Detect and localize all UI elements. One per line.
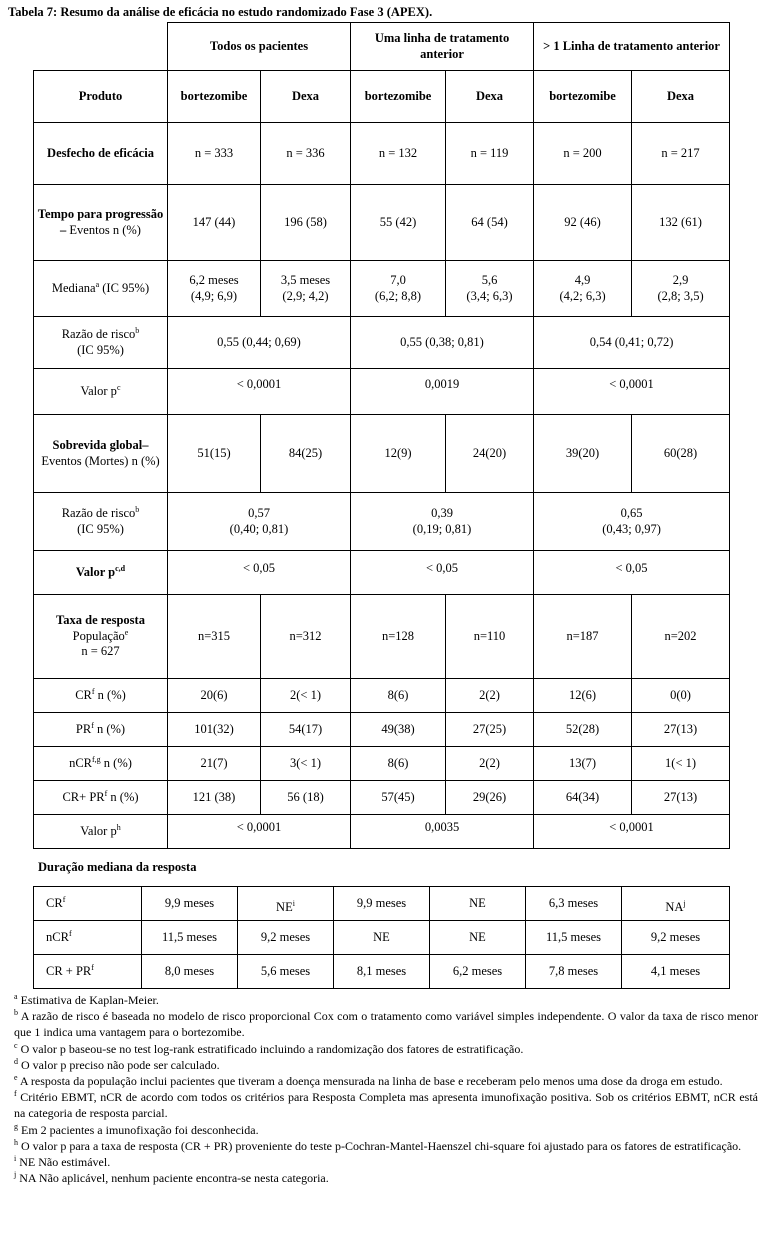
table-cell: 20(6) [168,679,261,713]
table-row [34,551,730,595]
row-label: Valor $p^c$ [34,369,168,415]
row-label: Valor $p^{c,d}$ [34,551,168,595]
table-cell: 101(32) [168,713,261,747]
table-cell: 7,0 (6,2; 8,8) [351,261,446,317]
section-title: Duração mediana da resposta [38,860,197,874]
table-cell: 8(6) [351,747,446,781]
table-cell: 0,57 (0,40; 0,81) [168,493,351,551]
group-header-row [34,23,730,71]
product-header: Dexa [632,71,730,123]
row-label: Taxa de resposta População$^e$ n = 627 [34,595,168,679]
table-cell: < 0,05 [534,551,730,595]
table-row [34,679,730,713]
product-header: Dexa [446,71,534,123]
table-row [34,887,730,921]
table-row [34,493,730,551]
table-row [34,185,730,261]
table-cell: < 0,0001 [534,815,730,849]
table-row [34,317,730,369]
table-cell: n = 333 [168,123,261,185]
table-cell: 64 (54) [446,185,534,261]
table-cell: 39(20) [534,415,632,493]
table-cell: 8,0 meses [142,955,238,989]
table-cell: 27(13) [632,713,730,747]
table-cell: 27(13) [632,781,730,815]
row-label: $PR^f$ n (%) [34,713,168,747]
table-row [34,815,730,849]
row-label: Razão de risco$^b$ (IC 95%) [34,317,168,369]
table-cell: 147 (44) [168,185,261,261]
table-cell: 9,2 meses [238,921,334,955]
footnote: $^e$ A resposta da população inclui pacientes que tiveram a doença mensurada na linha de base e receberam pelo menos uma dose da droga em estudo. [14,1072,723,1088]
table-cell: 1(< 1) [632,747,730,781]
table-row [34,955,730,989]
table-cell: 27(25) [446,713,534,747]
table-cell: 6,2 meses (4,9; 6,9) [168,261,261,317]
table-cell: 55 (42) [351,185,446,261]
footnote: $^d$ O valor p preciso não pode ser calculado. [14,1056,220,1072]
table-cell: 0,0035 [351,815,534,849]
table-cell: 132 (61) [632,185,730,261]
row-label: nCR$^f$ [34,921,142,955]
table-cell: n = 132 [351,123,446,185]
footnote: $^f$ Critério EBMT, nCR de acordo com todos os critérios para Resposta Completa mas apresenta imunofixação positiva. Sob os critérios EBMT, nCR está na categoria de resposta parcial. [14,1089,758,1121]
table-cell: 9,9 meses [334,887,430,921]
table-cell: 29(26) [446,781,534,815]
row-label: Sobrevida global– Eventos (Mortes) n (%) [34,415,168,493]
table-row [34,123,730,185]
row-label: $CR^f$ n (%) [34,679,168,713]
table-cell: 4,9 (4,2; 6,3) [534,261,632,317]
table-cell: 8,1 meses [334,955,430,989]
product-header: Dexa [261,71,351,123]
product-header: bortezomibe [168,71,261,123]
table-cell: < 0,05 [351,551,534,595]
table-cell: n=128 [351,595,446,679]
row-label: CR + $PR^f$ [34,955,142,989]
table-cell: n=187 [534,595,632,679]
group-header: Todos os pacientes [168,23,351,71]
table-row [34,713,730,747]
table-cell: 2(2) [446,679,534,713]
table-cell: 21(7) [168,747,261,781]
row-label: $CR^f$ [34,887,142,921]
table-cell: 2(2) [446,747,534,781]
table-cell: 12(9) [351,415,446,493]
table-title: Tabela 7: Resumo da análise de eficácia no estudo randomizado Fase 3 (APEX). [8,5,433,19]
table-cell: 49(38) [351,713,446,747]
table-cell: 64(34) [534,781,632,815]
table-cell: < 0,05 [168,551,351,595]
row-label: Valor $p^h$ [34,815,168,849]
table-cell: 0,39 (0,19; 0,81) [351,493,534,551]
table-row [34,415,730,493]
table-cell: 9,9 meses [142,887,238,921]
footnote: $^h$ O valor p para a taxa de resposta (CR + PR) proveniente do teste p-Cochran-Mantel-Haenszel chi-square foi ajustado para os fatores de estratificação. [14,1137,742,1153]
table-cell: n=312 [261,595,351,679]
table-cell: $NE^i$ [238,887,334,921]
table-row [34,595,730,679]
table-cell: n = 217 [632,123,730,185]
row-label: Desfecho de eficácia [34,123,168,185]
table-row [34,921,730,955]
table-cell: NE [430,887,526,921]
table-cell: 3,5 meses (2,9; 4,2) [261,261,351,317]
table-cell: 5,6 meses [238,955,334,989]
table-cell: < 0,0001 [534,369,730,415]
table-cell: < 0,0001 [168,815,351,849]
table-cell: 0,0019 [351,369,534,415]
table-cell: 12(6) [534,679,632,713]
table-cell: 54(17) [261,713,351,747]
table-cell: 57(45) [351,781,446,815]
table-cell: 56 (18) [261,781,351,815]
product-header: bortezomibe [351,71,446,123]
table-cell: 2(< 1) [261,679,351,713]
table-row [34,261,730,317]
table-cell: 0,65 (0,43; 0,97) [534,493,730,551]
table-cell: 6,2 meses [430,955,526,989]
product-header: bortezomibe [534,71,632,123]
row-label: Tempo para progressão – Eventos n (%) [34,185,168,261]
footnote: $^a$ Estimativa de Kaplan-Meier. [14,992,159,1007]
table-cell: n=110 [446,595,534,679]
table-cell: 52(28) [534,713,632,747]
product-row [34,71,730,123]
group-header: Uma linha de tratamento anterior [351,23,534,71]
row-label: $CR+ PR^f$ n (%) [34,781,168,815]
table-cell: 0,55 (0,38; 0,81) [351,317,534,369]
table-cell: < 0,0001 [168,369,351,415]
table-row [34,781,730,815]
footnote: $^j$ NA Não aplicável, nenhum paciente encontra-se nesta categoria. [14,1170,329,1186]
table-cell: 0,54 (0,41; 0,72) [534,317,730,369]
table-cell: 0,55 (0,44; 0,69) [168,317,351,369]
table-cell: 60(28) [632,415,730,493]
table-row [34,747,730,781]
duration-table [33,886,730,989]
table-cell: NE [334,921,430,955]
table-cell: 5,6 (3,4; 6,3) [446,261,534,317]
table-cell: NE [430,921,526,955]
table-cell: n = 200 [534,123,632,185]
table-cell: 4,1 meses [622,955,730,989]
table-cell: 11,5 meses [526,921,622,955]
footnote: $^i$ NE Não estimável. [14,1153,111,1169]
footnotes [14,992,758,1186]
table-cell: $NA^j$ [622,887,730,921]
table-cell: 84(25) [261,415,351,493]
row-label: Razão de risco$^b$ (IC 95%) [34,493,168,551]
table-cell: 8(6) [351,679,446,713]
table-cell: 24(20) [446,415,534,493]
table-cell: 11,5 meses [142,921,238,955]
row-label: Produto [34,71,168,123]
table-cell: 13(7) [534,747,632,781]
table-cell: n = 336 [261,123,351,185]
row-label: nCR$^{f,g}$ n (%) [34,747,168,781]
footnote: $^b$ A razão de risco é baseada no modelo de risco proporcional Cox com o tratamento como variável simples independente. O valor da taxa de risco menor que 1 indica uma vantagem para o bortezomibe. [14,1008,758,1040]
footnote: $^c$ O valor p baseou-se no test log-rank estratificado incluindo a randomização dos fatores de estratificação. [14,1040,524,1056]
efficacy-table [33,22,730,849]
table-cell: 7,8 meses [526,955,622,989]
group-header: > 1 Linha de tratamento anterior [534,23,730,71]
table-cell: n = 119 [446,123,534,185]
table-cell: 196 (58) [261,185,351,261]
table-cell: 9,2 meses [622,921,730,955]
row-label: Mediana$^a$ (IC 95%) [34,261,168,317]
table-cell: 121 (38) [168,781,261,815]
table-cell: 6,3 meses [526,887,622,921]
table-cell: 92 (46) [534,185,632,261]
table-cell: n=315 [168,595,261,679]
table-cell: 3(< 1) [261,747,351,781]
table-cell: 51(15) [168,415,261,493]
table-cell: 0(0) [632,679,730,713]
table-cell: n=202 [632,595,730,679]
table-row [34,369,730,415]
table-cell: 2,9 (2,8; 3,5) [632,261,730,317]
footnote: $^g$ Em 2 pacientes a imunofixação foi desconhecida. [14,1121,259,1137]
